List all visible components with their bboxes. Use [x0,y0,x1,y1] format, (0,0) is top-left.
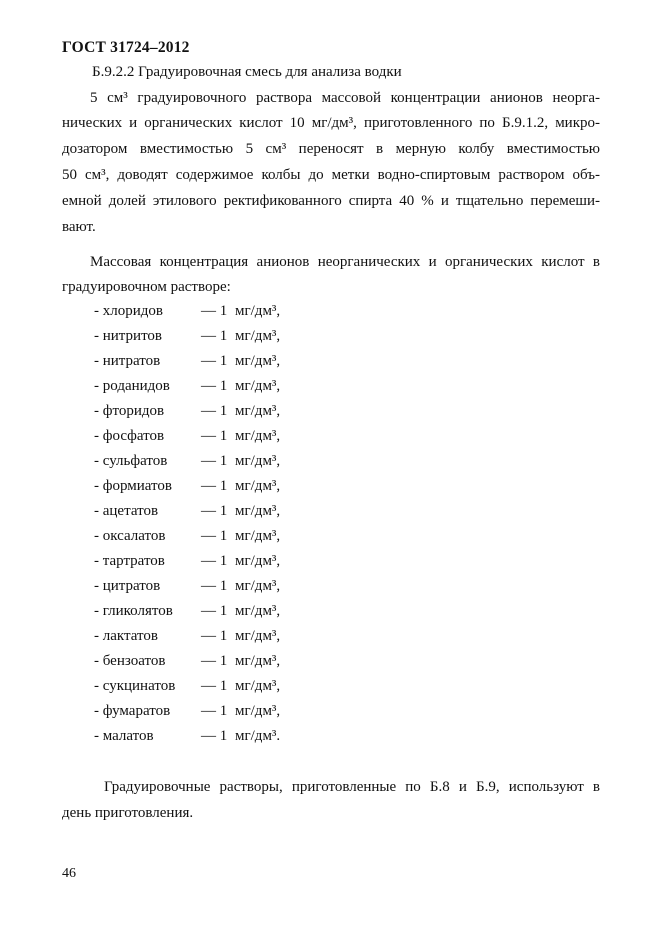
list-item-name: - роданидов [94,378,170,394]
list-item-name: - малатов [94,728,154,744]
text-line: Градуировочные растворы, приготовленные по Б.8 и Б.9, используют в [104,779,600,795]
list-item-value: — 1 [201,378,228,394]
list-item-unit: мг/дм³. [235,728,281,744]
paragraph-title: Б.9.2.2 Градуировочная смесь для анализа водки [92,64,402,80]
list-item-name: - нитритов [94,328,163,344]
list-item-name: - фосфатов [94,428,165,444]
list-item-unit: мг/дм³, [235,578,281,594]
text-line: вают. [62,219,96,235]
list-item-value: — 1 [201,403,228,419]
list-item-name: - бензоатов [94,653,166,669]
text-line: 5 см³ градуировочного раствора массовой концентрации анионов неорга- [90,90,600,106]
list-item-name: - сукцинатов [94,678,176,694]
list-item-unit: мг/дм³, [235,678,281,694]
list-item-name: - фумаратов [94,703,171,719]
list-item-name: - фторидов [94,403,165,419]
list-item-value: — 1 [201,678,228,694]
list-item-value: — 1 [201,528,228,544]
list-item-name: - формиатов [94,478,172,494]
list-item-value: — 1 [201,578,228,594]
list-item-name: - хлоридов [94,303,163,319]
text-line: дозатором вместимостью 5 см³ переносят в мерную колбу вместимостью [62,141,600,157]
list-item-unit: мг/дм³, [235,328,281,344]
list-item-value: — 1 [201,653,228,669]
list-item-value: — 1 [201,628,228,644]
list-item-name: - цитратов [94,578,161,594]
list-item-unit: мг/дм³, [235,478,281,494]
list-item-name: - тартратов [94,553,165,569]
list-item-value: — 1 [201,603,228,619]
list-item-value: — 1 [201,328,228,344]
page-number: 46 [62,866,76,881]
list-item-unit: мг/дм³, [235,628,281,644]
list-item-value: — 1 [201,553,228,569]
list-item-value: — 1 [201,728,228,744]
list-item-value: — 1 [201,428,228,444]
list-item-unit: мг/дм³, [235,428,281,444]
list-item-name: - сульфатов [94,453,168,469]
list-item-name: - оксалатов [94,528,166,544]
list-item-name: - ацетатов [94,503,159,519]
list-item-unit: мг/дм³, [235,703,281,719]
list-item-unit: мг/дм³, [235,603,281,619]
list-item-name: - гликолятов [94,603,173,619]
list-item-unit: мг/дм³, [235,403,281,419]
list-item-value: — 1 [201,303,228,319]
list-item-unit: мг/дм³, [235,378,281,394]
list-item-unit: мг/дм³, [235,528,281,544]
list-item-value: — 1 [201,453,228,469]
list-item-value: — 1 [201,703,228,719]
list-item-unit: мг/дм³, [235,653,281,669]
list-item-value: — 1 [201,478,228,494]
text-line: градуировочном растворе: [62,279,231,295]
list-item-unit: мг/дм³, [235,353,281,369]
list-item-unit: мг/дм³, [235,503,281,519]
list-item-name: - нитратов [94,353,161,369]
text-line: 50 см³, доводят содержимое колбы до метки водно-спиртовым раствором объ- [62,167,600,183]
standard-header: ГОСТ 31724–2012 [62,39,190,56]
list-item-unit: мг/дм³, [235,553,281,569]
list-item-value: — 1 [201,503,228,519]
list-item-unit: мг/дм³, [235,453,281,469]
list-item-value: — 1 [201,353,228,369]
list-item-unit: мг/дм³, [235,303,281,319]
text-line: Массовая концентрация анионов неорганических и органических кислот в [90,254,600,270]
text-line: емной долей этилового ректификованного спирта 40 % и тщательно перемеши- [62,193,600,209]
text-line: день приготовления. [62,805,194,821]
list-item-name: - лактатов [94,628,158,644]
text-line: нических и органических кислот 10 мг/дм³, приготовленного по Б.9.1.2, микро- [62,115,600,131]
